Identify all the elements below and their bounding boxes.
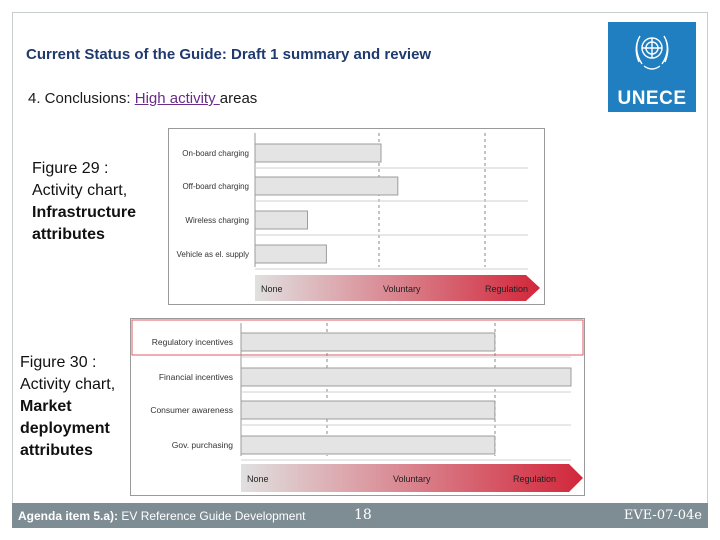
slide-subtitle xyxy=(28,90,257,107)
figure29-caption-line1: Figure 29 : xyxy=(32,160,109,177)
category-label: Vehicle as el. supply xyxy=(176,250,249,259)
category-label: Off-board charging xyxy=(182,182,249,191)
figure29-caption xyxy=(32,158,157,246)
category-label: Wireless charging xyxy=(185,216,249,225)
page-number: 18 xyxy=(354,507,372,523)
category-label: Gov. purchasing xyxy=(171,440,233,450)
figure29-caption-line2: Activity chart, xyxy=(32,182,128,199)
footer-agenda xyxy=(18,509,305,523)
bar-wireless-charging xyxy=(255,211,308,229)
figure30-caption-line1: Figure 30 : xyxy=(20,354,97,371)
figure30-caption xyxy=(20,352,130,462)
scale-label: Voluntary xyxy=(383,284,421,294)
scale-label: None xyxy=(247,474,269,484)
footer-agenda-text: EV Reference Guide Development xyxy=(118,509,306,523)
figure30-caption-bold1: Market xyxy=(20,398,72,415)
scale-label: Voluntary xyxy=(393,474,431,484)
category-label: Consumer awareness xyxy=(150,405,233,415)
scale-label: Regulation xyxy=(513,474,557,484)
figure30-caption-bold3: attributes xyxy=(20,442,93,459)
footer-agenda-label: Agenda item 5.a): xyxy=(18,509,119,523)
unece-logo xyxy=(608,22,696,112)
category-label: Financial incentives xyxy=(158,372,233,382)
subtitle-highlight: High activity xyxy=(134,90,220,107)
bar-off-board-charging xyxy=(255,177,398,195)
subtitle-suffix: areas xyxy=(219,90,258,107)
bar-regulatory-incentives xyxy=(241,333,495,351)
bar-vehicle-as-el-supply xyxy=(255,245,326,263)
bar-gov-purchasing xyxy=(241,436,495,454)
market-deployment-activity-chart xyxy=(130,318,585,496)
bar-consumer-awareness xyxy=(241,401,495,419)
slide-title: Current Status of the Guide: Draft 1 summary and review xyxy=(26,46,432,63)
infrastructure-chart-svg xyxy=(169,129,544,304)
category-label: Regulatory incentives xyxy=(151,337,233,347)
category-label: On-board charging xyxy=(182,149,249,158)
figure30-caption-line2: Activity chart, xyxy=(20,376,116,393)
figure30-caption-bold2: deployment xyxy=(20,420,110,437)
bar-financial-incentives xyxy=(241,368,571,386)
figure29-caption-bold2: attributes xyxy=(32,226,105,243)
market-chart-svg xyxy=(131,319,584,495)
scale-label: None xyxy=(261,284,283,294)
bar-on-board-charging xyxy=(255,144,381,162)
footer-bar xyxy=(12,503,708,528)
scale-label: Regulation xyxy=(485,284,529,294)
document-code: EVE-07-04e xyxy=(623,508,702,523)
figure29-caption-bold1: Infrastructure xyxy=(32,204,137,221)
subtitle-prefix: 4. Conclusions: xyxy=(28,90,135,107)
infrastructure-activity-chart xyxy=(168,128,545,305)
logo-text: UNECE xyxy=(617,88,687,109)
un-emblem-icon xyxy=(632,26,672,78)
